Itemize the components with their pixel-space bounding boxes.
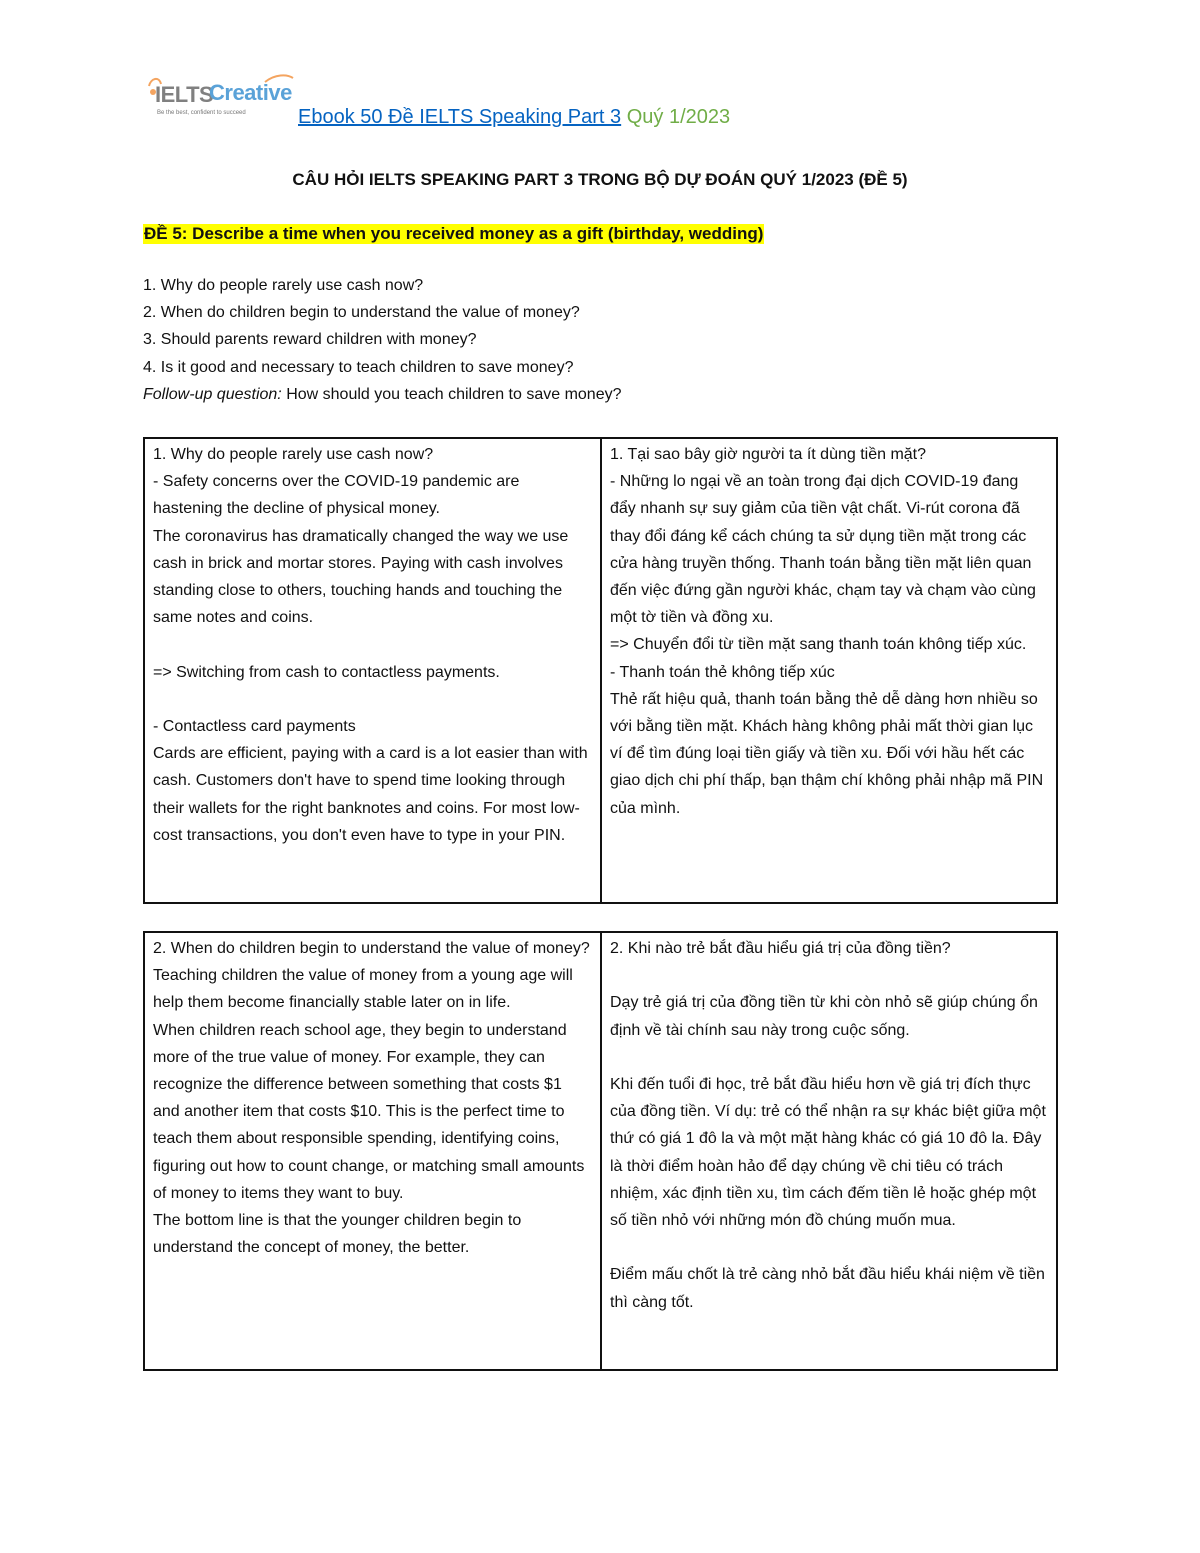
paragraph: Cards are efficient, paying with a card is a lot easier than with cash. Customers don't have to spend time looking through their wallets for the right banknotes and coins. For most low-cost transactions, you don't even have to type in your PIN. [153,745,593,844]
paragraph: => Chuyển đổi từ tiền mặt sang thanh toán không tiếp xúc. [610,636,1027,654]
question-item: 4. Is it good and necessary to teach children to save money? [143,358,574,376]
ebook-quarter: Quý 1/2023 [621,106,731,128]
paragraph: When children reach school age, they begin to understand more of the true value of money. For example, they can recognize the difference between something that costs $1 and another item that costs $10. This is the perfect time to teach them about responsible spending, identifying coins, figuring out how to count change, or matching small amounts of money to items they want to buy. [153,1021,589,1202]
paragraph: The bottom line is that the younger children begin to understand the concept of money, the better. [153,1212,526,1257]
page-title: CÂU HỎI IELTS SPEAKING PART 3 TRONG BỘ DỰ ĐOÁN QUÝ 1/2023 (ĐỀ 5) [292,170,908,189]
question-item: 1. Why do people rarely use cash now? [143,277,424,294]
paragraph: Dạy trẻ giá trị của đồng tiền từ khi còn nhỏ sẽ giúp chúng ổn định về tài chính sau này trong cuộc sống. [610,994,1043,1039]
topic-heading: ĐỀ 5: Describe a time when you received money as a gift (birthday, wedding) [144,224,764,243]
paragraph: Teaching children the value of money from a young age will help them become financially stable later on in life. [153,967,578,1012]
paragraph: 2. When do children begin to understand the value of money? [153,940,590,957]
paragraph [153,686,592,713]
vietnamese-answer-cell [602,933,1056,1369]
paragraph: - Những lo ngại về an toàn trong đại dịch COVID-19 đang đẩy nhanh sự suy giảm của tiền vật chất. Vi-rút corona đã thay đổi đáng kể cách chúng ta sử dụng tiền mặt trong các cửa hàng truyền thống. Thanh toán bằng tiền mặt liên quan đến việc đứng gần người khác, chạm tay và chạm vào cùng một tờ tiền và đồng xu. [610,473,1041,627]
logo-creative-text: Creative [209,80,292,105]
paragraph: - Thanh toán thẻ không tiếp xúc [610,663,835,681]
paragraph: 1. Why do people rarely use cash now? [153,446,434,463]
ebook-link[interactable]: Ebook 50 Đề IELTS Speaking Part 3 [298,106,622,128]
paragraph: 1. Tại sao bây giờ người ta ít dùng tiền mặt? [610,446,927,463]
answer-table-1 [143,437,1058,904]
logo-ielts-text: IELTS [155,82,214,107]
paragraph [153,631,592,658]
paragraph: Điểm mấu chốt là trẻ càng nhỏ bắt đầu hiểu khái niệm về tiền thì càng tốt. [610,1266,1050,1311]
followup-text: How should you teach children to save money? [281,385,622,403]
english-answer-cell [145,439,602,902]
question-item: 3. Should parents reward children with money? [143,331,477,349]
logo-tagline: Be the best, confident to succeed [157,110,246,116]
ielts-creative-logo [145,72,295,124]
question-list [143,272,622,408]
ebook-title [298,106,730,129]
paragraph [610,1234,1048,1261]
paragraph: - Safety concerns over the COVID-19 pandemic are hastening the decline of physical money. [153,473,524,518]
paragraph [610,962,1048,989]
question-item: 2. When do children begin to understand the value of money? [143,304,580,322]
paragraph: => Switching from cash to contactless payments. [153,663,500,681]
paragraph: The coronavirus has dramatically changed the way we use cash in brick and mortar stores. Paying with cash involves standing close to others, touching hands and touching the same notes and coins. [153,527,573,627]
page-header [145,72,1055,132]
followup-question [143,381,622,408]
vietnamese-answer-cell [602,439,1056,902]
paragraph: Khi đến tuổi đi học, trẻ bắt đầu hiểu hơn về giá trị đích thực của đồng tiền. Ví dụ: trẻ có thể nhận ra sự khác biệt giữa một thứ có giá 1 đô la và một mặt hàng khác có giá 10 đô la. Đây là thời điểm hoàn hảo để dạy chúng về chi tiêu có trách nhiệm, xác định tiền xu, tìm cách đếm tiền lẻ hoặc ghép một số tiền nhỏ với những món đồ chúng muốn mua. [610,1076,1051,1230]
paragraph: Thẻ rất hiệu quả, thanh toán bằng thẻ dễ dàng hơn nhiều so với bằng tiền mặt. Khách hàng không phải mất thời gian lục ví để tìm đúng loại tiền giấy và tiền xu. Đối với hầu hết các giao dịch chi phí thấp, bạn thậm chí không phải nhập mã PIN của mình. [610,690,1048,817]
english-answer-cell [145,933,602,1369]
paragraph: - Contactless card payments [153,718,356,736]
paragraph [610,1044,1048,1071]
followup-label: Follow-up question: [143,385,282,403]
answer-table-2 [143,931,1058,1371]
paragraph: 2. Khi nào trẻ bắt đầu hiểu giá trị của đồng tiền? [610,940,951,957]
